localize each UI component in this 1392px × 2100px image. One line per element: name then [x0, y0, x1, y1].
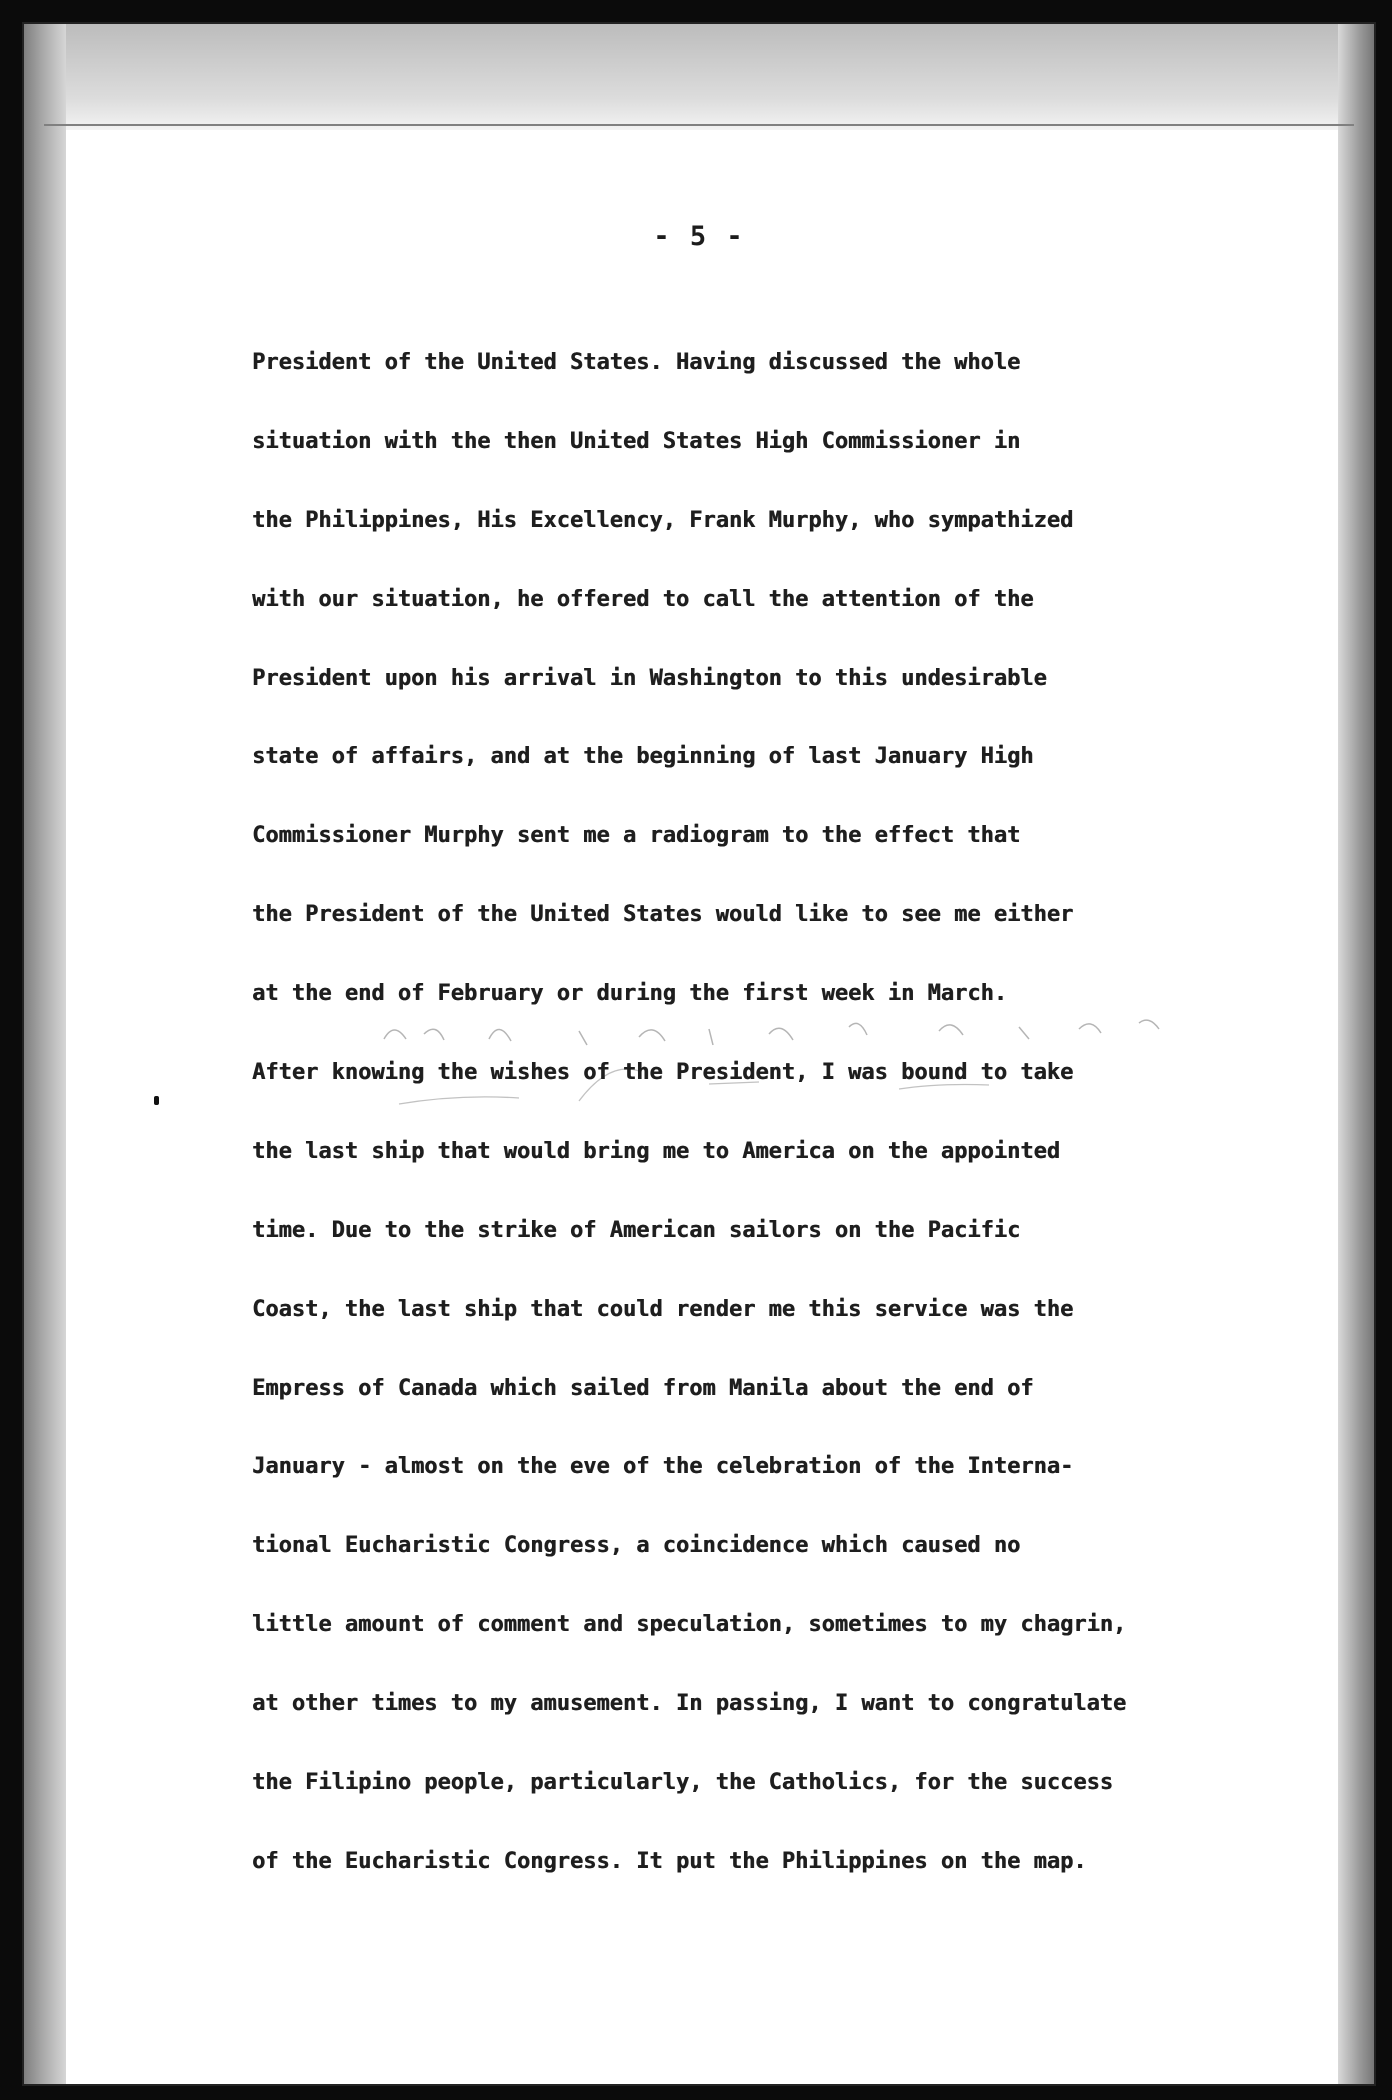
text-line: the Filipino people, particularly, the Catholics, for the success — [252, 1770, 1113, 1796]
scan-top-rule — [44, 124, 1354, 126]
page-number: - 5 - — [653, 221, 745, 252]
stray-ink-mark — [154, 1096, 159, 1105]
text-line: January - almost on the eve of the celebration of the Interna- — [252, 1454, 1074, 1480]
text-line: at the end of February or during the first week in March. — [252, 981, 1007, 1007]
text-line: After knowing the wishes of the President, I was bound to take — [252, 1060, 1074, 1086]
text-line: at other times to my amusement. In passing, I want to congratulate — [252, 1691, 1127, 1717]
text-line: the last ship that would bring me to America on the appointed — [252, 1138, 1060, 1164]
text-line: of the Eucharistic Congress. It put the Philippines on the map. — [252, 1848, 1087, 1874]
text-line: tional Eucharistic Congress, a coincidence which caused no — [252, 1533, 1021, 1559]
scan-top-edge — [24, 24, 1374, 130]
text-line: situation with the then United States High Commissioner in — [252, 428, 1021, 454]
text-line: Commissioner Murphy sent me a radiogram to the effect that — [252, 823, 1021, 849]
text-line: the Philippines, His Excellency, Frank Murphy, who sympathized — [252, 507, 1074, 533]
text-line: President of the United States. Having discussed the whole — [252, 350, 1021, 375]
scanned-page — [22, 22, 1376, 2086]
scan-right-shadow — [1338, 24, 1374, 2084]
text-line: time. Due to the strike of American sailors on the Pacific — [252, 1217, 1021, 1243]
text-line: Coast, the last ship that could render me this service was the — [252, 1296, 1074, 1322]
text-line: the President of the United States would like to see me either — [252, 902, 1074, 928]
text-line: President upon his arrival in Washington to this undesirable — [252, 665, 1047, 691]
text-line: state of affairs, and at the beginning of last January High — [252, 744, 1034, 770]
scan-left-shadow — [24, 24, 66, 2084]
text-line: little amount of comment and speculation, sometimes to my chagrin, — [252, 1612, 1127, 1638]
letter-body — [252, 324, 1332, 1902]
text-line: Empress of Canada which sailed from Manila about the end of — [252, 1375, 1034, 1401]
text-line: with our situation, he offered to call the attention of the — [252, 586, 1034, 612]
